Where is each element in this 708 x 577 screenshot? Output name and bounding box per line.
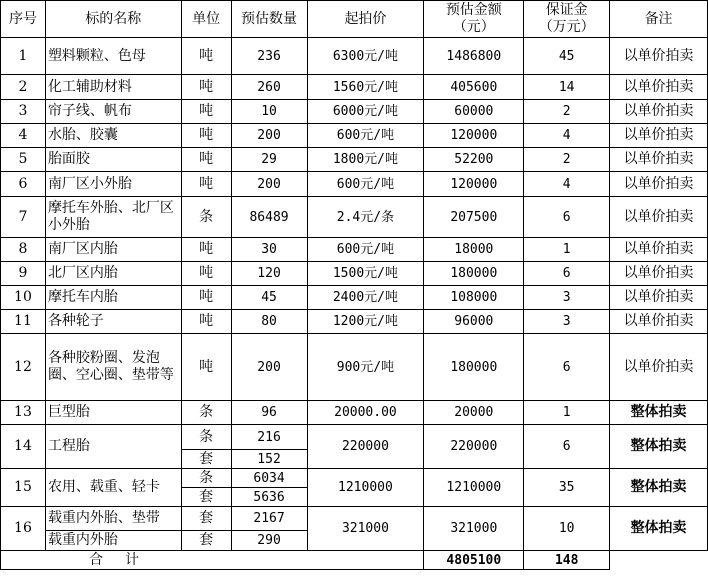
cell-name: 农用、载重、轻卡 — [45, 469, 181, 507]
cell-start-price: 600元/吨 — [307, 124, 424, 148]
cell-qty: 80 — [231, 310, 307, 334]
table-row-16a — [1, 507, 708, 531]
cell-unit: 吨 — [181, 124, 231, 148]
cell-deposit: 45 — [524, 38, 610, 75]
cell-name: 北厂区内胎 — [45, 262, 181, 286]
cell-amount: 405600 — [424, 75, 524, 100]
cell-start-price: 1200元/吨 — [307, 310, 424, 334]
cell-start-price: 1500元/吨 — [307, 262, 424, 286]
cell-seq: 15 — [1, 469, 46, 507]
cell-deposit: 6 — [524, 425, 610, 469]
cell-start-price: 6300元/吨 — [307, 38, 424, 75]
cell-qty: 260 — [231, 75, 307, 100]
cell-seq: 4 — [1, 124, 46, 148]
cell-remark: 整体拍卖 — [610, 425, 708, 469]
cell-qty: 30 — [231, 238, 307, 262]
cell-start-price: 220000 — [307, 425, 424, 469]
cell-qty: 236 — [231, 38, 307, 75]
cell-unit: 条 — [181, 197, 231, 238]
cell-qty: 45 — [231, 286, 307, 310]
cell-unit: 吨 — [181, 38, 231, 75]
cell-deposit: 35 — [524, 469, 610, 507]
cell-start-price: 20000.00 — [307, 401, 424, 425]
cell-unit: 吨 — [181, 100, 231, 124]
cell-remark: 以单价拍卖 — [610, 310, 708, 334]
cell-start-price: 6000元/吨 — [307, 100, 424, 124]
cell-remark: 整体拍卖 — [610, 401, 708, 425]
table-body — [1, 38, 708, 570]
total-label: 合计 — [1, 551, 424, 570]
cell-name: 各种轮子 — [45, 310, 181, 334]
cell-unit: 条 — [181, 401, 231, 425]
cell-unit: 吨 — [181, 238, 231, 262]
cell-amount: 1486800 — [424, 38, 524, 75]
cell-start-price: 1800元/吨 — [307, 148, 424, 172]
table-row — [1, 401, 708, 425]
table-row-14a — [1, 425, 708, 450]
cell-deposit: 14 — [524, 75, 610, 100]
total-blank — [610, 551, 708, 570]
cell-name: 工程胎 — [45, 425, 181, 469]
cell-amount: 96000 — [424, 310, 524, 334]
total-row — [1, 551, 708, 570]
cell-name: 南厂区内胎 — [45, 238, 181, 262]
cell-deposit: 3 — [524, 286, 610, 310]
cell-seq: 7 — [1, 197, 46, 238]
cell-deposit: 1 — [524, 238, 610, 262]
cell-name: 巨型胎 — [45, 401, 181, 425]
header-row — [1, 1, 708, 38]
cell-deposit: 2 — [524, 148, 610, 172]
cell-amount: 180000 — [424, 334, 524, 401]
cell-name: 化工辅助材料 — [45, 75, 181, 100]
header-seq: 序号 — [1, 1, 46, 38]
cell-qty: 5636 — [231, 488, 307, 507]
cell-qty: 96 — [231, 401, 307, 425]
cell-start-price: 600元/吨 — [307, 172, 424, 197]
cell-qty: 200 — [231, 172, 307, 197]
table-row — [1, 75, 708, 100]
cell-name: 各种胶粉圈、发泡圈、空心圈、垫带等 — [45, 334, 181, 401]
cell-unit: 吨 — [181, 75, 231, 100]
table-row — [1, 38, 708, 75]
cell-start-price: 2.4元/条 — [307, 197, 424, 238]
cell-qty: 10 — [231, 100, 307, 124]
cell-seq: 3 — [1, 100, 46, 124]
cell-remark: 以单价拍卖 — [610, 286, 708, 310]
cell-amount: 1210000 — [424, 469, 524, 507]
cell-start-price: 2400元/吨 — [307, 286, 424, 310]
cell-deposit: 6 — [524, 262, 610, 286]
cell-start-price: 321000 — [307, 507, 424, 551]
cell-name: 载重内外胎 — [45, 531, 181, 551]
total-amount: 4805100 — [424, 551, 524, 570]
cell-amount: 120000 — [424, 172, 524, 197]
header-deposit: 保证金 （万元） — [524, 1, 610, 38]
cell-remark: 以单价拍卖 — [610, 75, 708, 100]
cell-name: 载重内外胎、垫带 — [45, 507, 181, 531]
cell-qty: 216 — [231, 425, 307, 450]
header-est-amount: 预估金额 （元） — [424, 1, 524, 38]
cell-remark: 整体拍卖 — [610, 469, 708, 507]
cell-amount: 321000 — [424, 507, 524, 551]
cell-start-price: 1210000 — [307, 469, 424, 507]
cell-name: 帘子线、帆布 — [45, 100, 181, 124]
cell-remark: 以单价拍卖 — [610, 334, 708, 401]
cell-unit: 吨 — [181, 172, 231, 197]
table-row — [1, 197, 708, 238]
cell-deposit: 10 — [524, 507, 610, 551]
cell-amount: 120000 — [424, 124, 524, 148]
cell-deposit: 4 — [524, 124, 610, 148]
cell-seq: 9 — [1, 262, 46, 286]
cell-amount: 108000 — [424, 286, 524, 310]
cell-seq: 11 — [1, 310, 46, 334]
cell-deposit: 2 — [524, 100, 610, 124]
header-remark: 备注 — [610, 1, 708, 38]
cell-deposit: 6 — [524, 334, 610, 401]
cell-qty: 290 — [231, 531, 307, 551]
table-row — [1, 148, 708, 172]
cell-qty: 2167 — [231, 507, 307, 531]
cell-seq: 10 — [1, 286, 46, 310]
header-name: 标的名称 — [45, 1, 181, 38]
cell-seq: 8 — [1, 238, 46, 262]
cell-unit: 套 — [181, 450, 231, 469]
cell-unit: 吨 — [181, 310, 231, 334]
cell-remark: 以单价拍卖 — [610, 38, 708, 75]
cell-remark: 以单价拍卖 — [610, 100, 708, 124]
cell-qty: 86489 — [231, 197, 307, 238]
cell-unit: 套 — [181, 488, 231, 507]
cell-unit: 条 — [181, 469, 231, 488]
cell-name: 南厂区小外胎 — [45, 172, 181, 197]
cell-seq: 2 — [1, 75, 46, 100]
cell-amount: 180000 — [424, 262, 524, 286]
cell-unit: 吨 — [181, 334, 231, 401]
cell-deposit: 3 — [524, 310, 610, 334]
cell-unit: 套 — [181, 507, 231, 531]
cell-remark: 以单价拍卖 — [610, 238, 708, 262]
cell-deposit: 1 — [524, 401, 610, 425]
cell-start-price: 900元/吨 — [307, 334, 424, 401]
cell-name: 塑料颗粒、色母 — [45, 38, 181, 75]
table-row-15a — [1, 469, 708, 488]
cell-start-price: 600元/吨 — [307, 238, 424, 262]
cell-remark: 以单价拍卖 — [610, 172, 708, 197]
cell-deposit: 4 — [524, 172, 610, 197]
cell-name: 摩托车内胎 — [45, 286, 181, 310]
cell-amount: 220000 — [424, 425, 524, 469]
cell-unit: 吨 — [181, 148, 231, 172]
table-row — [1, 286, 708, 310]
cell-deposit: 6 — [524, 197, 610, 238]
cell-seq: 5 — [1, 148, 46, 172]
header-start-price: 起拍价 — [307, 1, 424, 38]
cell-qty: 152 — [231, 450, 307, 469]
header-unit: 单位 — [181, 1, 231, 38]
cell-remark: 以单价拍卖 — [610, 124, 708, 148]
table-row — [1, 334, 708, 401]
cell-remark: 以单价拍卖 — [610, 197, 708, 238]
table-row — [1, 172, 708, 197]
cell-amount: 20000 — [424, 401, 524, 425]
cell-seq: 14 — [1, 425, 46, 469]
cell-seq: 6 — [1, 172, 46, 197]
cell-amount: 207500 — [424, 197, 524, 238]
table-row — [1, 124, 708, 148]
cell-qty: 6034 — [231, 469, 307, 488]
cell-amount: 52200 — [424, 148, 524, 172]
table-row — [1, 310, 708, 334]
total-deposit: 148 — [524, 551, 610, 570]
table-row — [1, 238, 708, 262]
cell-seq: 13 — [1, 401, 46, 425]
cell-unit: 条 — [181, 425, 231, 450]
cell-seq: 12 — [1, 334, 46, 401]
cell-start-price: 1560元/吨 — [307, 75, 424, 100]
cell-name: 胎面胶 — [45, 148, 181, 172]
cell-seq: 1 — [1, 38, 46, 75]
table-row — [1, 262, 708, 286]
cell-qty: 200 — [231, 334, 307, 401]
cell-amount: 18000 — [424, 238, 524, 262]
cell-remark: 以单价拍卖 — [610, 262, 708, 286]
cell-unit: 吨 — [181, 286, 231, 310]
cell-unit: 吨 — [181, 262, 231, 286]
cell-qty: 200 — [231, 124, 307, 148]
cell-seq: 16 — [1, 507, 46, 551]
cell-remark: 以单价拍卖 — [610, 148, 708, 172]
cell-name: 摩托车外胎、北厂区小外胎 — [45, 197, 181, 238]
cell-remark: 整体拍卖 — [610, 507, 708, 551]
cell-name: 水胎、胶囊 — [45, 124, 181, 148]
cell-unit: 套 — [181, 531, 231, 551]
cell-qty: 29 — [231, 148, 307, 172]
cell-amount: 60000 — [424, 100, 524, 124]
table-row — [1, 100, 708, 124]
header-qty: 预估数量 — [231, 1, 307, 38]
cell-qty: 120 — [231, 262, 307, 286]
